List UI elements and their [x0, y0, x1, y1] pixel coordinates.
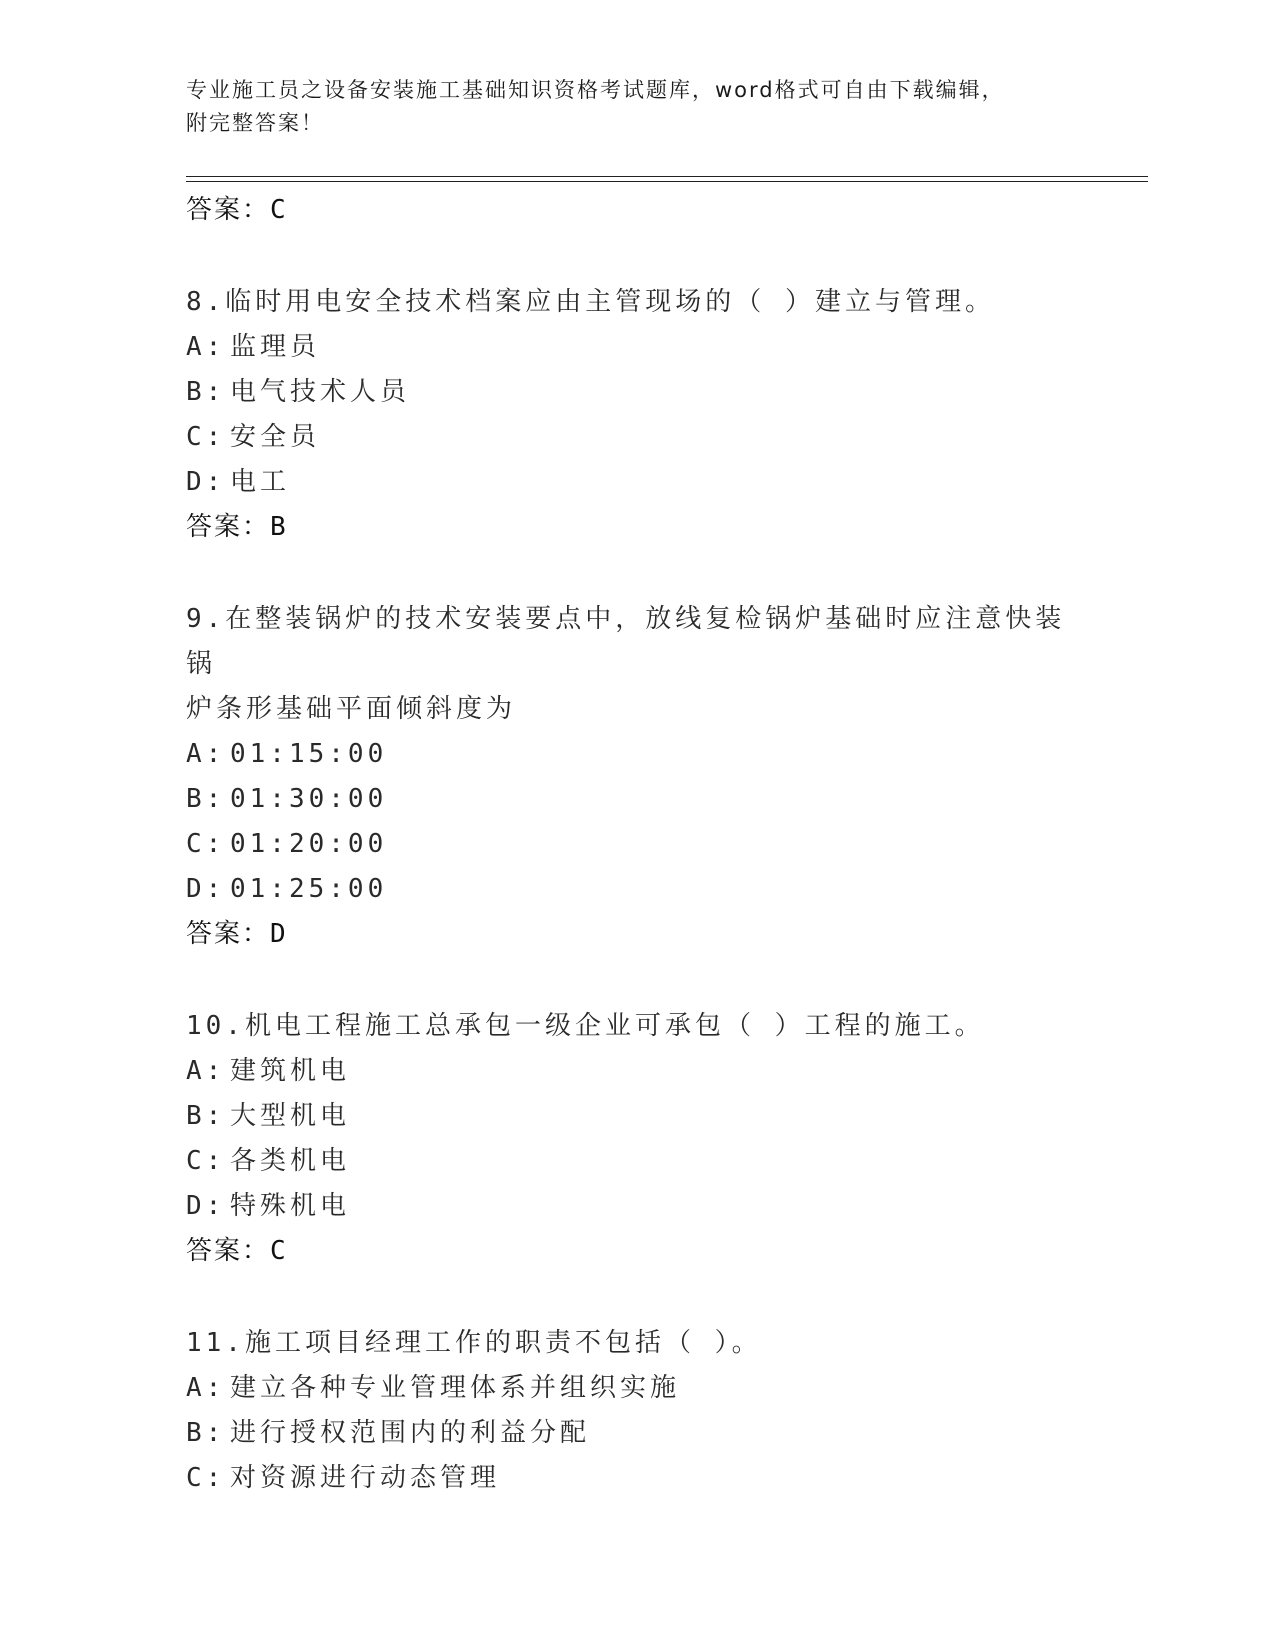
answer-prefix: 答案：	[186, 195, 271, 225]
question-stem: 8.临时用电安全技术档案应由主管现场的（ ）建立与管理。	[186, 287, 995, 317]
question-list	[186, 188, 1086, 1501]
question-10	[186, 1004, 1086, 1274]
option-c: C: 01:20:00	[186, 829, 388, 859]
option-a: A: 建筑机电	[186, 1056, 351, 1086]
option-d: D: 电工	[186, 467, 291, 497]
option-a: A: 01:15:00	[186, 739, 388, 769]
question-11	[186, 1321, 1086, 1501]
option-c: C: 对资源进行动态管理	[186, 1463, 501, 1493]
question-stem: 11.施工项目经理工作的职责不包括（ ）。	[186, 1328, 762, 1358]
previous-answer	[186, 188, 1086, 233]
option-b: B: 01:30:00	[186, 784, 388, 814]
question-stem: 10.机电工程施工总承包一级企业可承包（ ）工程的施工。	[186, 1011, 985, 1041]
question-8	[186, 280, 1086, 550]
option-b: B: 电气技术人员	[186, 377, 411, 407]
question-answer: 答案：D	[186, 919, 288, 949]
answer-value: C	[270, 195, 288, 225]
question-stem-continued: 炉条形基础平面倾斜度为	[186, 694, 517, 724]
option-b: B: 大型机电	[186, 1101, 351, 1131]
question-answer: 答案：C	[186, 1236, 288, 1266]
question-stem: 9.在整装锅炉的技术安装要点中，放线复检锅炉基础时应注意快装锅	[186, 604, 1066, 679]
option-a: A: 监理员	[186, 332, 321, 362]
option-d: D: 特殊机电	[186, 1191, 351, 1221]
header-line-2: 附完整答案！	[186, 111, 324, 135]
header-line-1: 专业施工员之设备安装施工基础知识资格考试题库，word格式可自由下载编辑，	[186, 78, 1005, 102]
question-9	[186, 597, 1086, 957]
header-divider-bottom	[186, 181, 1148, 182]
option-c: C: 各类机电	[186, 1146, 351, 1176]
option-d: D: 01:25:00	[186, 874, 388, 904]
question-answer: 答案：B	[186, 512, 288, 542]
header-divider-top	[186, 176, 1148, 177]
option-c: C: 安全员	[186, 422, 321, 452]
option-a: A: 建立各种专业管理体系并组织实施	[186, 1373, 681, 1403]
option-b: B: 进行授权范围内的利益分配	[186, 1418, 591, 1448]
document-header	[186, 74, 1066, 140]
